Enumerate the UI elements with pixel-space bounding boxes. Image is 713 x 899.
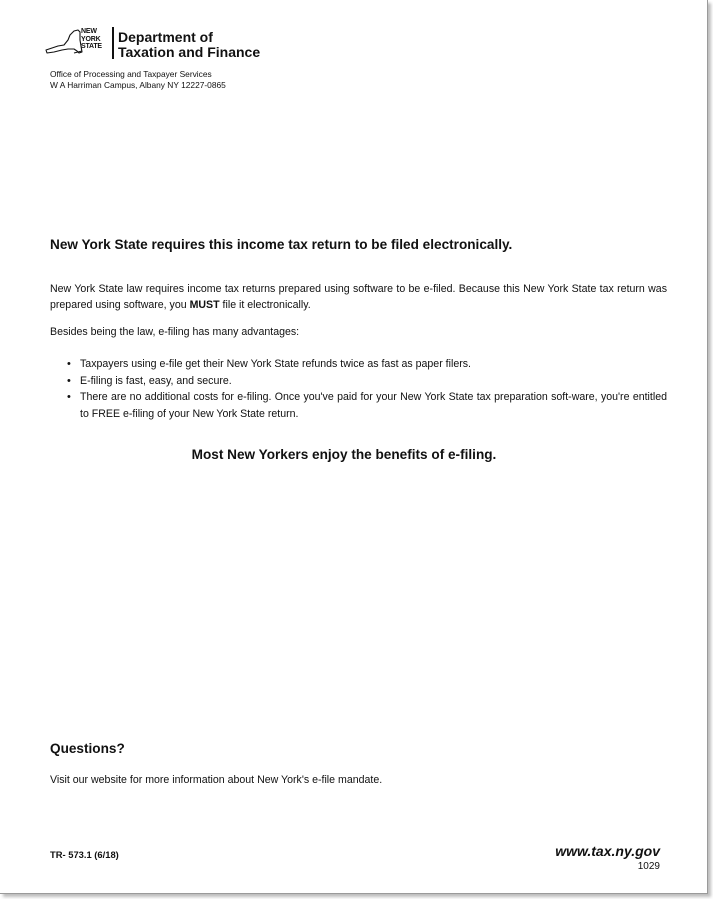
state-wordmark bbox=[81, 28, 102, 51]
list-item: • Taxpayers using e-file get their New York State refunds twice as fast as paper filers. bbox=[67, 356, 667, 373]
nys-logo bbox=[44, 24, 274, 64]
law-paragraph bbox=[50, 282, 667, 313]
list-item: • E-filing is fast, easy, and secure. bbox=[67, 373, 667, 390]
department-line-1: Department of bbox=[118, 29, 213, 45]
office-street: W A Harriman Campus, Albany NY 12227-0865 bbox=[50, 79, 226, 90]
list-item: • There are no additional costs for e-filing. Once you've paid for your New York State tax preparation soft-ware, you're entitled to FREE e-filing of your New York State return. bbox=[67, 389, 667, 422]
questions-heading: Questions? bbox=[50, 741, 125, 756]
law-paragraph-text-1: New York State law requires income tax returns prepared using software to be e-filed. Because this New York State tax return was prepared using software, you bbox=[50, 283, 667, 311]
state-word-new: NEW bbox=[81, 28, 97, 35]
form-number: TR- 573.1 (6/18) bbox=[50, 849, 119, 860]
logo-divider bbox=[112, 27, 114, 59]
questions-text: Visit our website for more information about New York's e-file mandate. bbox=[50, 774, 383, 786]
department-name bbox=[118, 30, 260, 59]
department-line-2: Taxation and Finance bbox=[118, 43, 261, 60]
law-paragraph-text-2: file it electronically. bbox=[219, 298, 311, 311]
advantages-intro: Besides being the law, e-filing has many advantages: bbox=[50, 326, 300, 338]
office-name: Office of Processing and Taxpayer Services bbox=[50, 69, 212, 79]
state-word-state: STATE bbox=[81, 43, 102, 50]
website-link[interactable]: www.tax.ny.gov bbox=[555, 843, 660, 859]
page-code: 1029 bbox=[637, 861, 660, 872]
benefits-heading: Most New Yorkers enjoy the benefits of e-filing. bbox=[191, 447, 497, 462]
office-address bbox=[50, 69, 226, 90]
advantages-list bbox=[67, 356, 667, 422]
must-emphasis: MUST bbox=[189, 298, 220, 311]
main-heading: New York State requires this income tax return to be filed electronically. bbox=[50, 237, 513, 252]
state-word-york: YORK bbox=[81, 35, 101, 43]
new-york-state-map-icon bbox=[44, 26, 84, 56]
